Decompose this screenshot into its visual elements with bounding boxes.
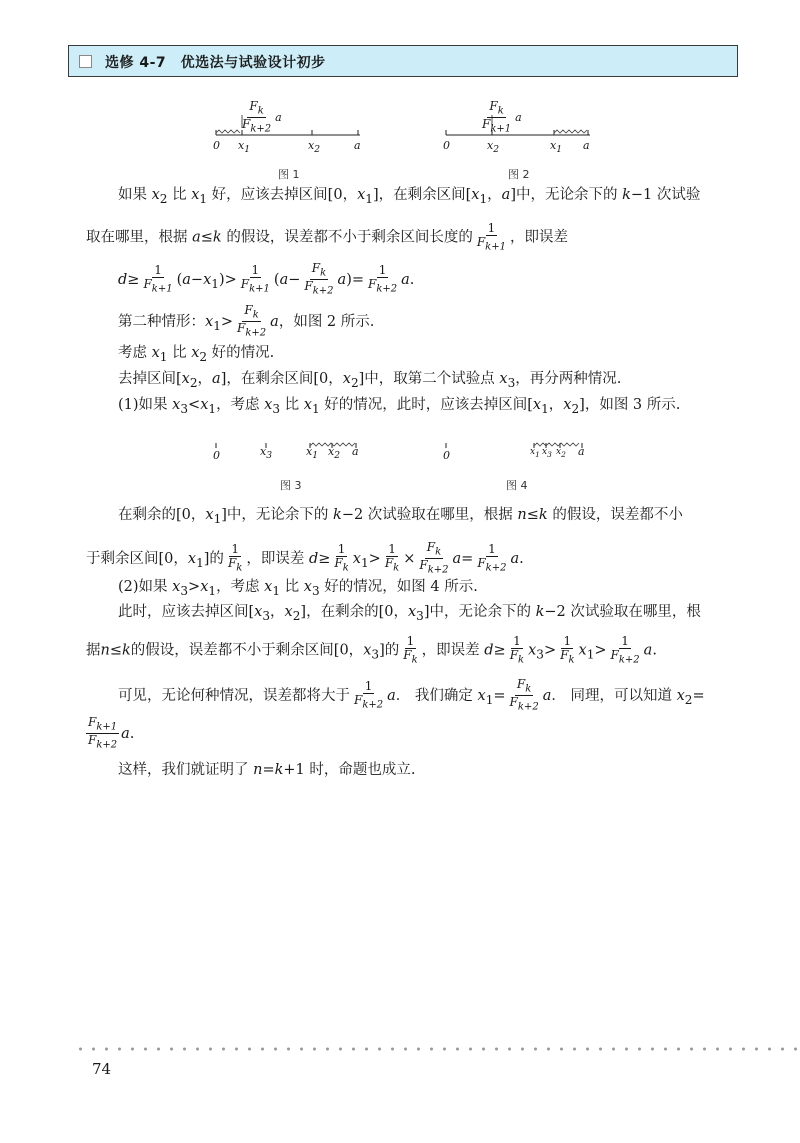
- para-11: 据n≤k的假设，误差都不小于剩余区间[0，$x_3$]的 $\frac{1}{F_k}$ ，即误差 d≥ $\frac{1}{F_k}$ $x_3>$ $\frac{1}{F_k}$ $x_1>$ $\frac{1}{F_{k+2}}$ a.: [86, 634, 657, 666]
- fig3-tick-x2: $x_2$: [328, 445, 341, 462]
- fig2-tick-a: a: [583, 139, 590, 152]
- fig4-tick-0: 0: [443, 449, 450, 462]
- fig4-tick-x2: $x_2$: [556, 447, 566, 459]
- fig1-ratio-label: $\frac{F_k}{F_{k+2}}$ a: [242, 99, 282, 135]
- para-14: 这样，我们就证明了 n=k+1 时，命题也成立.: [118, 762, 416, 778]
- page-number: 74: [92, 1060, 112, 1078]
- fig3-tick-x3: $x_3$: [260, 445, 273, 462]
- fig4-tick-a: a: [578, 445, 585, 458]
- fig1-caption: 图 1: [278, 168, 300, 181]
- fig2-tick-0: 0: [443, 139, 450, 152]
- fig3-tick-a: a: [352, 445, 359, 458]
- fig2-tick-x2: $x_2$: [487, 139, 500, 156]
- fig3-tick-x1: $x_1$: [306, 445, 319, 462]
- fig4-tick-x1: $x_1$: [530, 447, 540, 459]
- para-3: 第二种情形：$x_1>$ $\frac{F_k}{F_{k+2}}$ a，如图 2 所示.: [118, 303, 375, 339]
- fig2-caption: 图 2: [508, 168, 530, 181]
- chapter-header: [68, 45, 738, 77]
- para-12: 可见，无论何种情况，误差都将大于 $\frac{1}{F_{k+2}}$ a． 我们确定 $x_1=$ $\frac{F_k}{F_{k+2}}$ a． 同理，可以知道 $x_2=$: [118, 677, 705, 713]
- fig1-tick-0: 0: [213, 139, 220, 152]
- para-6: (1)如果 $x_3<x_1$，考虑 $x_3$ 比 $x_1$ 好的情况，此时，应该去掉区间[$x_1$，$x_2$]，如图 3 所示.: [118, 397, 681, 416]
- fig2-ratio-label: $\frac{F_k}{F_{k+1}}$ a: [482, 99, 522, 135]
- fig3-tick-0: 0: [213, 449, 220, 462]
- para-13: $\frac{F_{k+1}}{F_{k+2}}$ a.: [88, 715, 135, 751]
- header-square-icon: [79, 55, 92, 68]
- para-5: 去掉区间[$x_2$，a]，在剩余区间[0，$x_2$]中，取第二个试验点 $x_3$，再分两种情况.: [118, 371, 622, 390]
- fig2-tick-x1: $x_1$: [550, 139, 563, 156]
- para-1: 如果 $x_2$ 比 $x_1$ 好，应该去掉区间[0，$x_1$]，在剩余区间[$x_1$，a]中，无论余下的 k−1 次试验: [118, 187, 701, 206]
- fig4-tick-x3: $x_3$: [542, 447, 552, 459]
- fig1-tick-a: a: [354, 139, 361, 152]
- fig1-tick-x2: $x_2$: [308, 139, 321, 156]
- para-10: 此时，应该去掉区间[$x_3$，$x_2$]，在剩余的[0，$x_3$]中，无论余下的 k−2 次试验取在哪里，根: [118, 604, 701, 623]
- para-9: (2)如果 $x_3>x_1$，考虑 $x_1$ 比 $x_3$ 好的情况，如图 4 所示.: [118, 579, 478, 598]
- footer-dotted-rule: [74, 1047, 800, 1051]
- fig3-caption: 图 3: [280, 479, 302, 492]
- para-7: 在剩余的[0，$x_1$]中，无论余下的 k−2 次试验取在哪里，根据 n≤k 的假设，误差都不小: [118, 507, 683, 526]
- para-2: 取在哪里，根据 a≤k 的假设，误差都不小于剩余区间长度的 $\frac{1}{F_{k+1}}$ ，即误差: [86, 221, 568, 253]
- header-title: 选修 4-7 优选法与试验设计初步: [105, 55, 326, 71]
- para-4: 考虑 $x_1$ 比 $x_2$ 好的情况.: [118, 345, 275, 364]
- formula-1: d≥ $\frac{1}{F_{k+1}}$ $(a-x_1)>$ $\frac{1}{F_{k+1}}$ (a− $\frac{F_k}{F_{k+2}}$ a)= $\frac{1}{F_{k+2}}$ a.: [118, 261, 415, 297]
- fig1-tick-x1: $x_1$: [238, 139, 251, 156]
- fig4-caption: 图 4: [506, 479, 528, 492]
- para-8: 于剩余区间[0，$x_1$]的 $\frac{1}{F_k}$ ，即误差 d≥ $\frac{1}{F_k}$ $x_1>$ $\frac{1}{F_k}$ × $\frac{F_k}{F_{k+2}}$ a= $\frac{1}{F_{k+2}}$ a.: [86, 540, 524, 576]
